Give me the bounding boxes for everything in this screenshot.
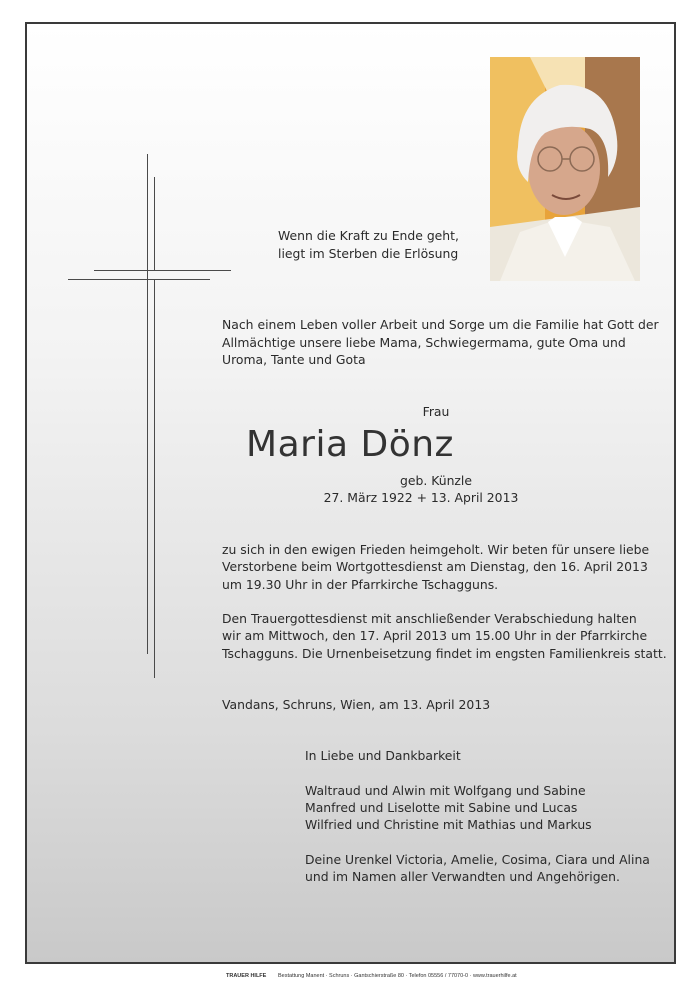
service-p2-line-3: Tschagguns. Die Urnenbeisetzung findet im engsten Familienkreis statt. (222, 646, 667, 661)
footer-brand: TRAUER HILFE (226, 973, 267, 979)
footer-details: Bestattung Manent · Schruns · Gantschierstraße 80 · Telefon 05556 / 77070-0 · www.trauerhilfe.at (278, 973, 517, 979)
service-p1-line-1: zu sich in den ewigen Frieden heimgeholt. Wir beten für unsere liebe (222, 542, 650, 557)
mourners-line-4: Deine Urenkel Victoria, Amelie, Cosima, Ciara und Alina (305, 852, 650, 867)
place-date: Vandans, Schruns, Wien, am 13. April 2013 (222, 697, 491, 712)
intro-line-3: Uroma, Tante und Gota (222, 352, 366, 367)
service-p2-line-1: Den Trauergottesdienst mit anschließender Verabschiedung halten (222, 611, 637, 626)
service-p2-line-2: wir am Mittwoch, den 17. April 2013 um 15.00 Uhr in der Pfarrkirche (222, 628, 648, 643)
motto-line-2: liegt im Sterben die Erlösung (278, 246, 459, 261)
salutation: Frau (422, 404, 450, 419)
deceased-name: Maria Dönz (246, 424, 454, 465)
life-dates: 27. März 1922 + 13. April 2013 (323, 490, 519, 505)
mourners-greeting: In Liebe und Dankbarkeit (305, 748, 461, 763)
motto-line-1: Wenn die Kraft zu Ende geht, (278, 228, 459, 243)
mourners-line-3: Wilfried und Christine mit Mathias und Markus (305, 817, 592, 832)
intro-line-2: Allmächtige unsere liebe Mama, Schwiegermama, gute Oma und (222, 335, 626, 350)
service-p1-line-3: um 19.30 Uhr in der Pfarrkirche Tschagguns. (222, 577, 499, 592)
mourners-line-1: Waltraud und Alwin mit Wolfgang und Sabine (305, 783, 586, 798)
mourners-line-5: und im Namen aller Verwandten und Angehörigen. (305, 869, 620, 884)
service-p1-line-2: Verstorbene beim Wortgottesdienst am Dienstag, den 16. April 2013 (222, 559, 648, 574)
intro-line-1: Nach einem Leben voller Arbeit und Sorge um die Familie hat Gott der (222, 317, 659, 332)
portrait-photo (490, 57, 640, 281)
birth-name: geb. Künzle (399, 473, 472, 488)
mourners-line-2: Manfred und Liselotte mit Sabine und Lucas (305, 800, 578, 815)
